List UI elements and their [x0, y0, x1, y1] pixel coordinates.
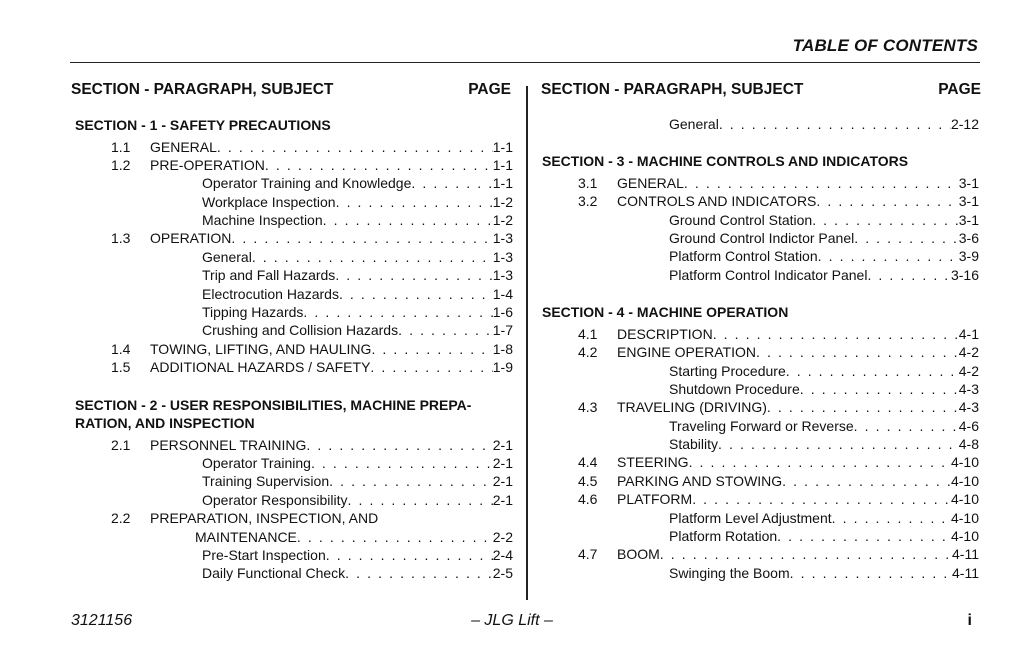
toc-entry-title: Ground Control Indictor Panel	[669, 230, 855, 247]
toc-leader-dots	[329, 473, 493, 489]
toc-entry-number: 2.1	[111, 436, 131, 453]
page-header-title: TABLE OF CONTENTS	[792, 36, 978, 55]
toc-entry-title: Platform Level Adjustment	[669, 509, 832, 526]
toc-entry-title: Operator Responsibility	[202, 491, 348, 508]
toc-entry-title: DESCRIPTION	[617, 325, 713, 342]
toc-entry[interactable]	[542, 230, 979, 248]
toc-entry[interactable]	[542, 326, 979, 344]
toc-entry-page: 1-1	[492, 156, 513, 173]
toc-entry-title: CONTROLS AND INDICATORS	[617, 193, 817, 210]
toc-entry-number: 1.4	[111, 340, 131, 357]
toc-entry[interactable]	[75, 437, 513, 455]
toc-entry[interactable]	[75, 175, 513, 193]
toc-entry[interactable]	[75, 529, 513, 547]
toc-entry[interactable]	[75, 157, 513, 175]
toc-entry-title: GENERAL	[150, 138, 217, 155]
toc-section-heading: SECTION - 4 - MACHINE OPERATION	[542, 304, 789, 321]
toc-entry-page: 4-10	[950, 454, 979, 471]
toc-entry[interactable]	[75, 304, 513, 322]
toc-leader-dots	[818, 248, 959, 264]
toc-entry-page: 3-16	[950, 266, 979, 283]
toc-entry-title: ENGINE OPERATION	[617, 344, 756, 361]
toc-entry-title: Tipping Hazards	[202, 304, 304, 321]
toc-entry-page: 3-1	[958, 174, 979, 191]
toc-entry-title: Workplace Inspection	[202, 193, 336, 210]
toc-entry[interactable]	[542, 267, 979, 285]
column-header-right	[541, 81, 981, 99]
toc-leader-dots	[790, 565, 952, 581]
toc-entry-number: 1.5	[111, 359, 131, 376]
toc-leader-dots	[660, 546, 952, 562]
toc-entry-title: TOWING, LIFTING, AND HAULING	[150, 340, 372, 357]
toc-leader-dots	[323, 212, 493, 228]
toc-entry-title: TRAVELING (DRIVING)	[617, 399, 767, 416]
toc-entry-title: Operator Training	[202, 454, 311, 471]
toc-entry-page: 1-9	[492, 359, 513, 376]
toc-entry-title: Daily Functional Check	[202, 565, 346, 582]
toc-entry-page: 1-4	[492, 285, 513, 302]
toc-entry[interactable]	[542, 363, 979, 381]
toc-entry-title: Traveling Forward or Reverse	[669, 417, 854, 434]
toc-entry-page: 1-1	[492, 138, 513, 155]
footer-publisher: – JLG Lift –	[471, 612, 553, 629]
toc-entry-page: 2-1	[492, 491, 513, 508]
column-header-page: PAGE	[468, 81, 511, 98]
toc-entry-number: 4.5	[578, 472, 598, 489]
toc-entry-page: 4-1	[958, 325, 979, 342]
toc-entry-page: 1-2	[492, 193, 513, 210]
toc-entry-number: 4.7	[578, 546, 598, 563]
toc-entry-title: Starting Procedure	[669, 362, 786, 379]
toc-entry[interactable]	[75, 547, 513, 565]
toc-entry-page: 4-6	[958, 417, 979, 434]
toc-entry-title: Electrocution Hazards	[202, 285, 339, 302]
toc-entry[interactable]	[542, 454, 979, 472]
toc-entry-page: 1-7	[492, 322, 513, 339]
toc-entry-page: 3-6	[958, 230, 979, 247]
toc-leader-dots	[777, 528, 951, 544]
toc-entry-number: 4.3	[578, 399, 598, 416]
toc-entry[interactable]	[75, 455, 513, 473]
toc-entry[interactable]	[542, 175, 979, 193]
toc-entry[interactable]	[75, 267, 513, 285]
toc-leader-dots	[832, 510, 951, 526]
toc-leader-dots	[370, 359, 492, 375]
toc-entry-number: 4.6	[578, 491, 598, 508]
toc-entry-title: Operator Training and Knowledge	[202, 175, 412, 192]
toc-entry-page: 2-1	[492, 436, 513, 453]
toc-entry-title: PREPARATION, INSPECTION, AND	[150, 510, 379, 527]
toc-entry-title: Ground Control Station	[669, 211, 813, 228]
toc-entry-page: 4-10	[950, 472, 979, 489]
toc-leader-dots	[713, 326, 959, 342]
toc-leader-dots	[719, 116, 951, 132]
toc-entry-title: Training Supervision	[202, 473, 330, 490]
toc-entry[interactable]	[542, 344, 979, 362]
toc-leader-dots	[689, 454, 951, 470]
toc-entry[interactable]	[75, 322, 513, 340]
toc-entry[interactable]	[542, 491, 979, 509]
toc-entry[interactable]	[542, 212, 979, 230]
toc-entry-page: 2-1	[492, 454, 513, 471]
toc-leader-dots	[816, 193, 958, 209]
toc-entry-page: 1-8	[492, 340, 513, 357]
toc-entry-page: 4-2	[958, 344, 979, 361]
toc-entry-page: 1-1	[492, 175, 513, 192]
toc-entry-number: 2.2	[111, 510, 131, 527]
toc-entry-title: OPERATION	[150, 230, 232, 247]
toc-entry-title: Platform Control Indicator Panel	[669, 266, 868, 283]
toc-entry-title: General	[202, 248, 252, 265]
toc-leader-dots	[782, 473, 951, 489]
toc-leader-dots	[867, 267, 951, 283]
toc-entry-page: 1-2	[492, 212, 513, 229]
toc-leader-dots	[371, 341, 492, 357]
toc-entry-title: Pre-Start Inspection	[202, 546, 326, 563]
toc-entry-page: 2-1	[492, 473, 513, 490]
toc-leader-dots	[684, 175, 959, 191]
toc-entry[interactable]	[75, 510, 513, 528]
toc-entry-page: 4-10	[950, 509, 979, 526]
toc-right-column	[542, 116, 979, 583]
toc-leader-dots	[297, 529, 493, 545]
toc-entry-number: 4.4	[578, 454, 598, 471]
column-divider	[526, 86, 528, 600]
toc-entry-title: Trip and Fall Hazards	[202, 267, 336, 284]
toc-leader-dots	[767, 399, 959, 415]
toc-leader-dots	[231, 230, 492, 246]
toc-leader-dots	[345, 565, 493, 581]
toc-leader-dots	[786, 363, 959, 379]
toc-entry[interactable]	[75, 565, 513, 583]
toc-entry[interactable]	[542, 193, 979, 211]
toc-entry-title: Crushing and Collision Hazards	[202, 322, 399, 339]
toc-leader-dots	[398, 322, 493, 338]
toc-entry-page: 1-3	[492, 267, 513, 284]
footer-document-number: 3121156	[71, 612, 133, 629]
toc-leader-dots	[854, 418, 959, 434]
toc-entry[interactable]	[542, 528, 979, 546]
toc-entry-page: 2-4	[492, 546, 513, 563]
toc-entry-title: Shutdown Procedure	[669, 380, 800, 397]
toc-entry[interactable]	[75, 139, 513, 157]
toc-entry-title: ADDITIONAL HAZARDS / SAFETY	[150, 359, 371, 376]
toc-entry[interactable]	[75, 249, 513, 267]
toc-entry-title: MAINTENANCE	[195, 528, 297, 545]
toc-entry[interactable]	[542, 418, 979, 436]
toc-entry-title: Platform Control Station	[669, 248, 818, 265]
toc-entry-title: Machine Inspection	[202, 212, 323, 229]
toc-entry[interactable]	[542, 546, 979, 564]
toc-leader-dots	[692, 491, 951, 507]
toc-entry-title: BOOM	[617, 546, 660, 563]
toc-leader-dots	[348, 492, 493, 508]
toc-entry-title: GENERAL	[617, 174, 684, 191]
toc-entry-number: 4.2	[578, 344, 598, 361]
toc-entry[interactable]	[542, 381, 979, 399]
toc-leader-dots	[336, 194, 493, 210]
toc-leader-dots	[326, 547, 493, 563]
toc-entry-title: STEERING	[617, 454, 689, 471]
toc-entry-title: Swinging the Boom	[669, 564, 790, 581]
toc-leader-dots	[306, 437, 492, 453]
toc-entry[interactable]	[75, 341, 513, 359]
toc-entry-title: Stability	[669, 436, 719, 453]
toc-entry-page: 3-1	[958, 193, 979, 210]
toc-entry[interactable]	[75, 473, 513, 491]
toc-entry-title: PRE-OPERATION	[150, 156, 265, 173]
toc-section-heading: SECTION - 1 - SAFETY PRECAUTIONS	[75, 117, 331, 133]
toc-entry-page: 4-10	[950, 491, 979, 508]
toc-entry-page: 3-1	[958, 211, 979, 228]
toc-leader-dots	[217, 139, 493, 155]
toc-entry-page: 4-2	[958, 362, 979, 379]
toc-entry[interactable]	[75, 194, 513, 212]
toc-entry[interactable]	[75, 230, 513, 248]
toc-entry[interactable]	[75, 212, 513, 230]
toc-entry-title: PARKING AND STOWING	[617, 472, 783, 489]
column-header-page: PAGE	[938, 81, 981, 98]
toc-leader-dots	[411, 175, 492, 191]
toc-entry-title: PERSONNEL TRAINING	[150, 436, 307, 453]
toc-leader-dots	[756, 344, 959, 360]
toc-leader-dots	[718, 436, 959, 452]
column-header-subject: SECTION - PARAGRAPH, SUBJECT	[71, 81, 334, 98]
toc-entry-page: 4-8	[958, 436, 979, 453]
toc-entry-page: 4-11	[952, 546, 979, 563]
toc-entry[interactable]	[542, 565, 979, 583]
toc-entry-page: 4-10	[950, 528, 979, 545]
toc-entry-number: 3.1	[578, 174, 598, 191]
toc-entry-page: 1-6	[492, 304, 513, 321]
toc-entry-page: 4-3	[958, 380, 979, 397]
toc-entry[interactable]	[542, 116, 979, 134]
toc-entry-number: 4.1	[578, 325, 598, 342]
column-header-subject: SECTION - PARAGRAPH, SUBJECT	[541, 81, 804, 98]
toc-leader-dots	[252, 249, 493, 265]
toc-entry-title: PLATFORM	[617, 491, 693, 508]
toc-leader-dots	[335, 267, 492, 283]
header-rule	[70, 62, 980, 63]
toc-entry[interactable]	[542, 399, 979, 417]
toc-entry-page: 1-3	[492, 248, 513, 265]
toc-section-heading: SECTION - 3 - MACHINE CONTROLS AND INDICATORS	[542, 153, 909, 170]
footer-page-number: i	[967, 612, 972, 629]
toc-entry-page: 4-11	[952, 564, 979, 581]
toc-left-column	[75, 116, 513, 584]
toc-entry-number: 3.2	[578, 193, 598, 210]
toc-entry-number: 1.1	[111, 138, 131, 155]
toc-entry-page: 1-3	[492, 230, 513, 247]
toc-entry-number: 1.2	[111, 156, 131, 173]
toc-leader-dots	[812, 212, 959, 228]
toc-entry-number: 1.3	[111, 230, 131, 247]
toc-entry[interactable]	[542, 436, 979, 454]
toc-leader-dots	[311, 455, 493, 471]
toc-leader-dots	[265, 157, 493, 173]
toc-leader-dots	[800, 381, 959, 397]
toc-entry[interactable]	[75, 286, 513, 304]
toc-entry-page: 4-3	[958, 399, 979, 416]
toc-entry[interactable]	[75, 359, 513, 377]
toc-leader-dots	[854, 230, 959, 246]
toc-entry[interactable]	[75, 492, 513, 510]
column-header-left	[71, 81, 511, 99]
toc-leader-dots	[339, 286, 493, 302]
toc-entry-title: Platform Rotation	[669, 528, 778, 545]
toc-entry[interactable]	[542, 248, 979, 266]
toc-leader-dots	[303, 304, 492, 320]
toc-entry[interactable]	[542, 473, 979, 491]
toc-entry-title: General	[669, 116, 719, 132]
toc-entry-page: 2-12	[950, 116, 979, 132]
toc-entry-page: 3-9	[958, 248, 979, 265]
toc-section-heading: SECTION - 2 - USER RESPONSIBILITIES, MACHINE PREPA-RATION, AND INSPECTION	[75, 396, 472, 432]
toc-entry[interactable]	[542, 510, 979, 528]
toc-entry-page: 2-5	[492, 565, 513, 582]
toc-entry-page: 2-2	[492, 528, 513, 545]
